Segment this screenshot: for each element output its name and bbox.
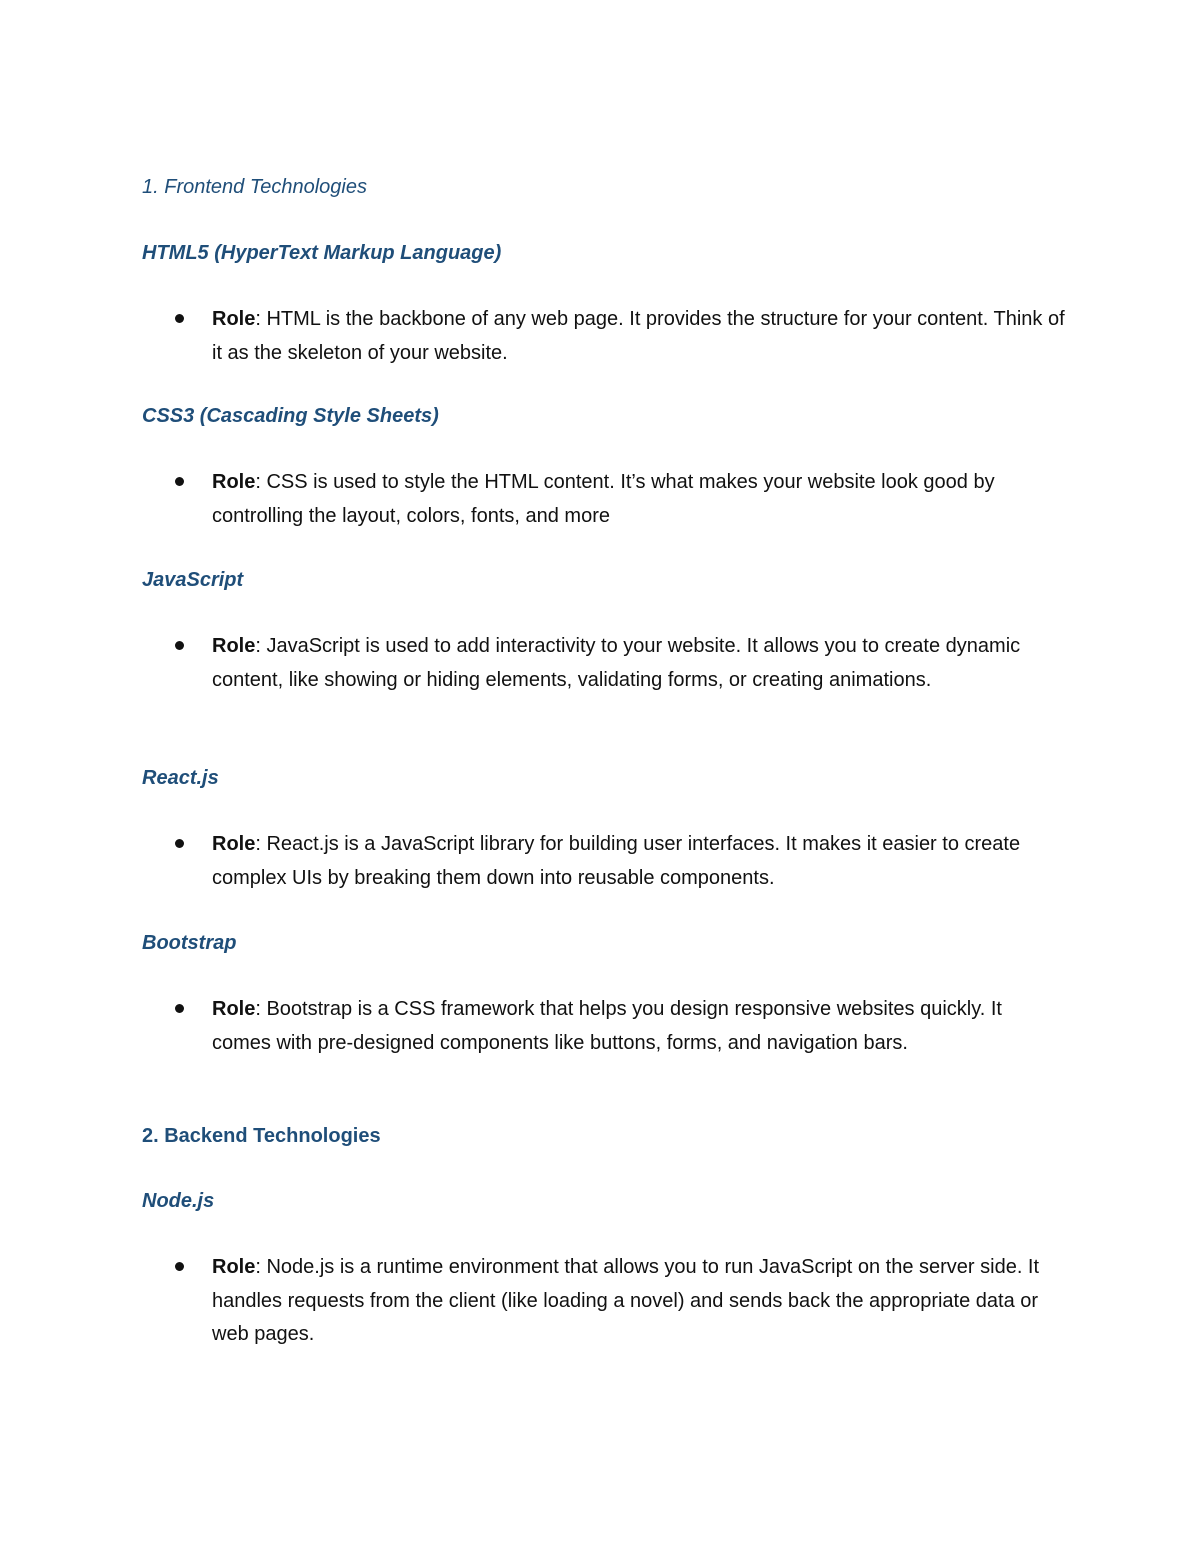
subheading-javascript: JavaScript [142, 569, 244, 591]
role-label: Role [212, 998, 256, 1020]
bullet-dot-icon [175, 1262, 184, 1271]
role-description: : React.js is a JavaScript library for building user interfaces. It makes it easier to create complex UIs by breaking them down into reusable components. [212, 833, 1021, 889]
subheading-css3: CSS3 (Cascading Style Sheets) [142, 405, 439, 427]
role-description: : Node.js is a runtime environment that allows you to run JavaScript on the server side. It handles requests from the client (like loading a novel) and sends back the appropriate data or web pages. [212, 1256, 1040, 1345]
bullet-html5-role [175, 303, 1065, 370]
bullet-text [212, 303, 1065, 370]
subheading-nodejs: Node.js [142, 1190, 215, 1212]
bullet-reactjs-role [175, 828, 1065, 895]
bullet-dot-icon [175, 314, 184, 323]
role-label: Role [212, 1256, 256, 1278]
subheading-html5: HTML5 (HyperText Markup Language) [142, 242, 502, 264]
bullet-text [212, 466, 1065, 533]
bullet-text [212, 828, 1065, 895]
role-description: : CSS is used to style the HTML content. It’s what makes your website look good by controlling the layout, colors, fonts, and more [212, 471, 995, 527]
role-label: Role [212, 635, 256, 657]
role-label: Role [212, 308, 256, 330]
bullet-text [212, 1251, 1065, 1352]
role-description: : Bootstrap is a CSS framework that helps you design responsive websites quickly. It comes with pre-designed components like buttons, forms, and navigation bars. [212, 998, 1002, 1054]
role-description: : JavaScript is used to add interactivity to your website. It allows you to create dynamic content, like showing or hiding elements, validating forms, or creating animations. [212, 635, 1021, 691]
bullet-nodejs-role [175, 1251, 1065, 1352]
section-heading-frontend: 1. Frontend Technologies [142, 176, 367, 198]
subheading-reactjs: React.js [142, 767, 219, 789]
bullet-dot-icon [175, 477, 184, 486]
bullet-bootstrap-role [175, 993, 1065, 1060]
bullet-dot-icon [175, 839, 184, 848]
role-label: Role [212, 833, 256, 855]
bullet-dot-icon [175, 1004, 184, 1013]
bullet-dot-icon [175, 641, 184, 650]
subheading-bootstrap: Bootstrap [142, 932, 237, 954]
section-heading-backend: 2. Backend Technologies [142, 1125, 381, 1147]
bullet-text [212, 630, 1065, 697]
bullet-javascript-role [175, 630, 1065, 697]
bullet-text [212, 993, 1065, 1060]
bullet-css3-role [175, 466, 1065, 533]
role-description: : HTML is the backbone of any web page. It provides the structure for your content. Think of it as the skeleton of your website. [212, 308, 1065, 364]
role-label: Role [212, 471, 256, 493]
